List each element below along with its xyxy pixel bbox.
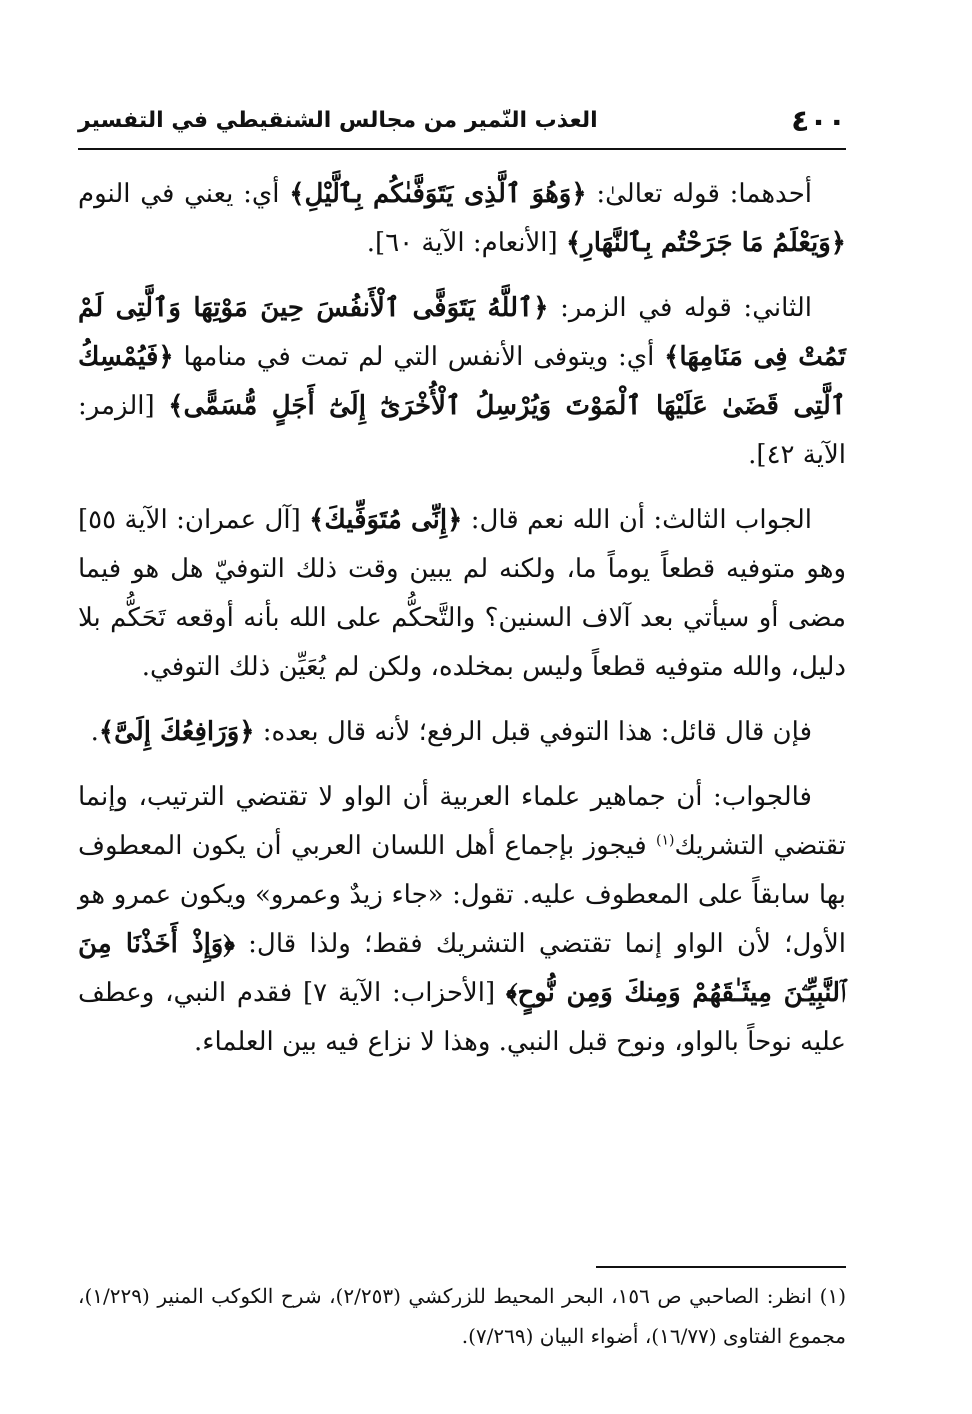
paragraph-1: [78, 170, 846, 268]
main-text: [78, 170, 846, 1083]
page-number: ٤٠٠: [791, 104, 846, 139]
text-span: أي: يعني في النوم: [78, 179, 290, 209]
text-span: أي: ويتوفى الأنفس التي لم تمت في منامها: [173, 342, 665, 372]
footnote-reference: (١): [656, 832, 675, 849]
running-title: العذب النّمير من مجالس الشنقيطي في التفسير: [78, 108, 598, 133]
verse-citation: [الأنعام: الآية ٦٠].: [366, 228, 566, 258]
text-span: الجواب الثالث: أن الله نعم قال:: [462, 505, 812, 535]
paragraph-4: [78, 708, 846, 757]
quran-verse: ﴿وَإِذْ أَخَذْنَا مِنَ ٱلنَّبِيِّـۧنَ مِيثَـٰقَهُمْ وَمِنكَ وَمِن نُّوحٍ﴾: [78, 929, 846, 1008]
paragraph-5: [78, 773, 846, 1067]
verse-citation: [الزمر: الآية ٤٢].: [78, 391, 846, 470]
footnote-separator: [596, 1266, 846, 1268]
text-span: .: [90, 717, 99, 747]
book-page: [78, 96, 846, 1386]
text-span: أحدهما: قوله تعالىٰ:: [586, 179, 812, 209]
text-span: فالجواب: أن جماهير علماء العربية أن الواو لا تقتضي الترتيب، وإنما تقتضي التشريك: [78, 782, 846, 861]
quran-verse: ﴿وَيَعْلَمُ مَا جَرَحْتُم بِٱلنَّهَارِ﴾: [565, 228, 846, 258]
text-span: [الأحزاب: الآية ٧] فقدم النبي، وعطف عليه نوحاً بالواو، ونوح قبل النبي. وهذا لا نزاع فيه بين العلماء.: [78, 978, 846, 1057]
quran-verse: ﴿إِنِّى مُتَوَفِّيكَ﴾: [309, 505, 463, 535]
quran-verse: ﴿وَهُوَ ٱلَّذِى يَتَوَفَّىٰكُم بِٱلَّيْلِ﴾: [289, 179, 587, 209]
paragraph-3: [78, 496, 846, 692]
text-span: فيجوز بإجماع أهل اللسان العربي أن يكون المعطوف بها سابقاً على المعطوف عليه. تقول: «جاء زيدٌ وعمرو» ويكون عمرو هو الأول؛ لأن الواو إنما تقتضي التشريك فقط؛ ولذا قال:: [78, 831, 846, 959]
page-header: [78, 96, 846, 150]
quran-verse: ﴿ٱللَّهُ يَتَوَفَّى ٱلْأَنفُسَ حِينَ مَوْتِهَا وَٱلَّتِى لَمْ تَمُتْ فِى مَنَامِهَا﴾: [78, 293, 846, 372]
text-span: فإن قال قائل: هذا التوفي قبل الرفع؛ لأنه قال بعده:: [254, 717, 812, 747]
quran-verse: ﴿وَرَافِعُكَ إِلَىَّ﴾: [98, 717, 255, 747]
text-span: الثاني: قوله في الزمر:: [548, 293, 813, 323]
paragraph-2: [78, 284, 846, 480]
quran-verse: ﴿فَيُمْسِكُ ٱلَّتِى قَضَىٰ عَلَيْهَا ٱلْمَوْتَ وَيُرْسِلُ ٱلْأُخْرَىٰٓ إِلَىٰٓ أَجَلٍ مُّسَمًّى﴾: [78, 342, 846, 421]
footnote: (١) انظر: الصاحبي ص ١٥٦، البحر المحيط للزركشي (٢/٢٥٣)، شرح الكوكب المنير (١/٢٢٩)، مجموع الفتاوى (١٦/٧٧)، أضواء البيان (٧/٢٦٩).: [78, 1284, 846, 1348]
text-span: [آل عمران: الآية ٥٥] وهو متوفيه قطعاً يوماً ما، ولكنه لم يبين وقت ذلك التوفيّ هل هو فيما مضى أو سيأتي بعد آلاف السنين؟ والتَّحكُّم على الله بأنه أوقعه تَحَكُّم بلا دليل، والله متوفيه قطعاً وليس بمخلده، ولكن لم يُعَيِّن ذلك التوفي.: [78, 505, 846, 682]
